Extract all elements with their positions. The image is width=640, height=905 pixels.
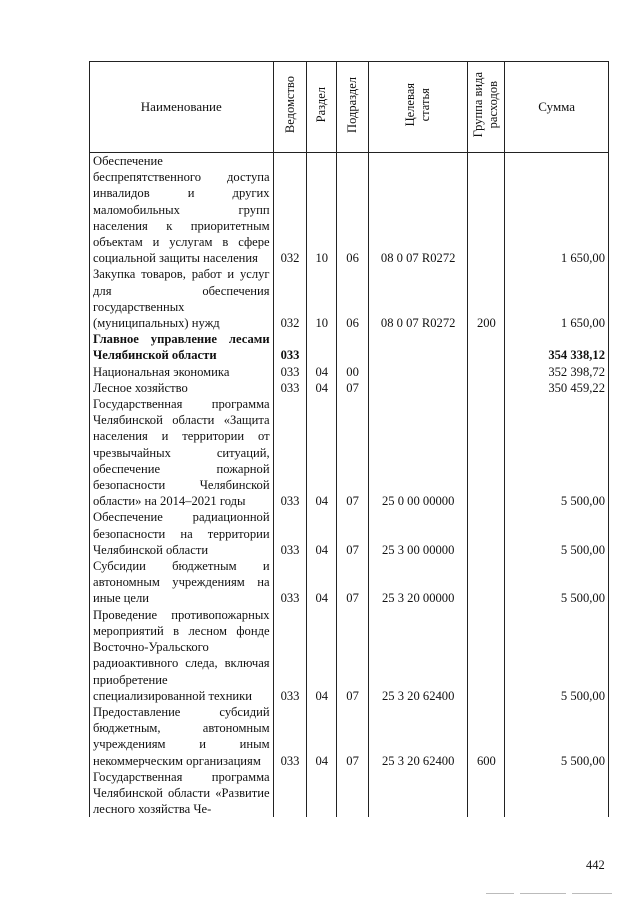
page-number: 442 xyxy=(586,858,605,872)
header-gruppa-vida-rashodov: Группа вида расходов xyxy=(468,62,505,153)
row-name: Предоставление субсидий бюджетным, автономным учреждениям и иным некоммерческим организациям xyxy=(90,704,274,769)
row-celevaya-statya: 25 3 20 62400 xyxy=(368,704,467,769)
row-name: Лесное хозяйство xyxy=(90,380,274,396)
row-summa: 354 338,12 xyxy=(505,331,609,363)
table-row xyxy=(90,266,609,331)
row-razdel: 04 xyxy=(307,380,337,396)
row-celevaya-statya xyxy=(368,380,467,396)
table-header-row xyxy=(90,62,609,153)
row-razdel: 04 xyxy=(307,396,337,509)
row-celevaya-statya: 25 0 00 00000 xyxy=(368,396,467,509)
table-row xyxy=(90,396,609,509)
row-summa: 1 650,00 xyxy=(505,266,609,331)
row-vedomstvo: 032 xyxy=(273,266,307,331)
table-row xyxy=(90,607,609,704)
row-razdel: 10 xyxy=(307,153,337,267)
row-podrazdel: 07 xyxy=(337,558,369,607)
row-summa: 5 500,00 xyxy=(505,396,609,509)
table-row xyxy=(90,769,609,818)
row-gruppa-vida xyxy=(468,509,505,558)
row-podrazdel: 07 xyxy=(337,704,369,769)
budget-table xyxy=(89,61,609,817)
row-gruppa-vida xyxy=(468,607,505,704)
row-razdel: 04 xyxy=(307,558,337,607)
row-name: Государственная программа Челябинской области «Развитие лесного хозяйства Че- xyxy=(90,769,274,818)
row-gruppa-vida xyxy=(468,396,505,509)
row-name: Национальная экономика xyxy=(90,364,274,380)
row-vedomstvo xyxy=(273,769,307,818)
table-row xyxy=(90,331,609,363)
row-gruppa-vida xyxy=(468,769,505,818)
row-gruppa-vida xyxy=(468,331,505,363)
header-vedomstvo: Ведомство xyxy=(273,62,307,153)
row-celevaya-statya xyxy=(368,364,467,380)
row-podrazdel xyxy=(337,769,369,818)
row-summa: 352 398,72 xyxy=(505,364,609,380)
row-gruppa-vida xyxy=(468,364,505,380)
row-summa: 5 500,00 xyxy=(505,509,609,558)
row-razdel xyxy=(307,331,337,363)
row-summa: 1 650,00 xyxy=(505,153,609,267)
row-summa: 5 500,00 xyxy=(505,607,609,704)
table-row xyxy=(90,558,609,607)
row-razdel: 04 xyxy=(307,607,337,704)
header-name: Наименование xyxy=(90,62,274,153)
row-podrazdel xyxy=(337,331,369,363)
row-gruppa-vida xyxy=(468,153,505,267)
row-summa: 5 500,00 xyxy=(505,704,609,769)
row-celevaya-statya: 25 3 00 00000 xyxy=(368,509,467,558)
row-vedomstvo: 033 xyxy=(273,509,307,558)
row-vedomstvo: 033 xyxy=(273,607,307,704)
row-summa: 350 459,22 xyxy=(505,380,609,396)
header-celevaya-statya: Целевая статья xyxy=(368,62,467,153)
row-gruppa-vida xyxy=(468,558,505,607)
table-row xyxy=(90,704,609,769)
row-gruppa-vida: 200 xyxy=(468,266,505,331)
row-vedomstvo: 033 xyxy=(273,364,307,380)
row-razdel: 04 xyxy=(307,509,337,558)
row-vedomstvo: 033 xyxy=(273,331,307,363)
footer-rule xyxy=(520,893,566,894)
row-gruppa-vida: 600 xyxy=(468,704,505,769)
row-vedomstvo: 033 xyxy=(273,558,307,607)
footer-rule xyxy=(486,893,514,894)
table-row xyxy=(90,153,609,267)
row-razdel: 10 xyxy=(307,266,337,331)
row-podrazdel: 00 xyxy=(337,364,369,380)
row-celevaya-statya: 25 3 20 00000 xyxy=(368,558,467,607)
table-row xyxy=(90,509,609,558)
header-summa: Сумма xyxy=(505,62,609,153)
row-podrazdel: 07 xyxy=(337,396,369,509)
row-name: Проведение противопожарных мероприятий в лесном фонде Восточно-Уральского радиоактивного следа, включая приобретение специализированной техники xyxy=(90,607,274,704)
row-celevaya-statya xyxy=(368,769,467,818)
row-razdel: 04 xyxy=(307,704,337,769)
row-podrazdel: 06 xyxy=(337,153,369,267)
row-podrazdel: 07 xyxy=(337,380,369,396)
row-vedomstvo: 033 xyxy=(273,380,307,396)
row-razdel: 04 xyxy=(307,364,337,380)
row-celevaya-statya: 08 0 07 R0272 xyxy=(368,153,467,267)
header-podrazdel: Подраздел xyxy=(337,62,369,153)
table-row xyxy=(90,364,609,380)
row-podrazdel: 06 xyxy=(337,266,369,331)
row-celevaya-statya xyxy=(368,331,467,363)
row-name: Обеспечение беспрепятственного доступа инвалидов и других маломобильных групп населения к приоритетным объектам и услугам в сфере социальной защиты населения xyxy=(90,153,274,267)
row-razdel xyxy=(307,769,337,818)
row-podrazdel: 07 xyxy=(337,509,369,558)
row-summa xyxy=(505,769,609,818)
row-celevaya-statya: 08 0 07 R0272 xyxy=(368,266,467,331)
row-vedomstvo: 033 xyxy=(273,396,307,509)
row-name: Государственная программа Челябинской области «Защита населения и территории от чрезвычайных ситуаций, обеспечение пожарной безопасности Челябинской области» на 2014–2021 годы xyxy=(90,396,274,509)
header-razdel: Раздел xyxy=(307,62,337,153)
table-row xyxy=(90,380,609,396)
row-name: Субсидии бюджетным и автономным учреждениям на иные цели xyxy=(90,558,274,607)
row-name: Закупка товаров, работ и услуг для обеспечения государственных (муниципальных) нужд xyxy=(90,266,274,331)
row-vedomstvo: 033 xyxy=(273,704,307,769)
row-summa: 5 500,00 xyxy=(505,558,609,607)
row-name: Главное управление лесами Челябинской области xyxy=(90,331,274,363)
row-gruppa-vida xyxy=(468,380,505,396)
row-podrazdel: 07 xyxy=(337,607,369,704)
footer-rule xyxy=(572,893,612,894)
row-name: Обеспечение радиационной безопасности на территории Челябинской области xyxy=(90,509,274,558)
row-celevaya-statya: 25 3 20 62400 xyxy=(368,607,467,704)
row-vedomstvo: 032 xyxy=(273,153,307,267)
